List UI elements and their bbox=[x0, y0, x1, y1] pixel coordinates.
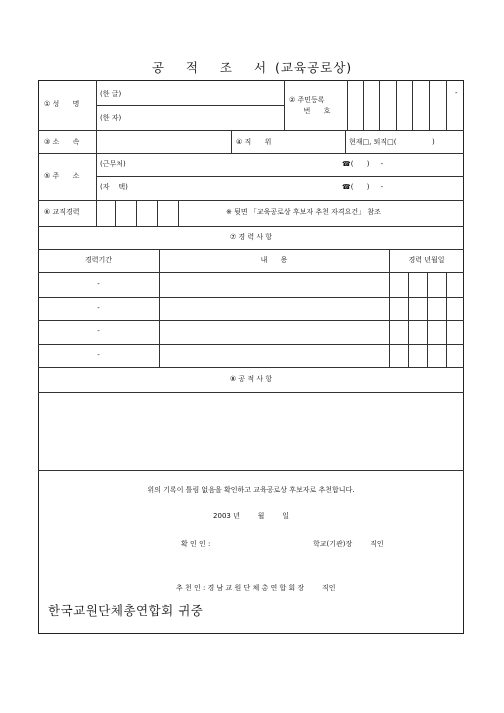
rule bbox=[429, 80, 430, 130]
school-head: 학교(기관)장 직인 bbox=[313, 540, 384, 548]
rule bbox=[379, 80, 380, 130]
career-row-dash[interactable]: - bbox=[97, 327, 100, 335]
rule bbox=[96, 105, 284, 106]
rule bbox=[284, 80, 285, 130]
rule bbox=[38, 320, 464, 321]
title-main: 공 적 조 서 bbox=[151, 60, 276, 75]
name-label: ① 성 명 bbox=[44, 100, 80, 108]
career-row-dash[interactable]: - bbox=[97, 280, 100, 288]
phone-work[interactable]: ☎( ) - bbox=[342, 160, 384, 168]
rule bbox=[38, 226, 464, 227]
rule bbox=[38, 297, 464, 298]
affil-label: ③ 소 속 bbox=[44, 138, 80, 146]
rule bbox=[231, 130, 232, 153]
rule bbox=[96, 176, 464, 177]
section8-title: ⑧ 공 적 사 항 bbox=[229, 375, 273, 383]
address-label: ⑤ 주 소 bbox=[44, 172, 80, 180]
rule bbox=[345, 130, 346, 153]
id-label-bottom: 번 호 bbox=[303, 107, 331, 115]
rule bbox=[396, 80, 397, 130]
section7-title: ⑦ 경 력 사 항 bbox=[229, 233, 273, 241]
rule bbox=[412, 80, 413, 130]
date-line: 2003 년 월 일 bbox=[213, 512, 289, 520]
rule bbox=[38, 470, 464, 471]
id-label-top: ② 주민등록 bbox=[289, 96, 325, 104]
career-note: ※ 뒷면 「교육공로상 후보자 추천 자격요건」 참조 bbox=[226, 208, 381, 216]
career-col-content: 내 용 bbox=[260, 256, 288, 264]
rule bbox=[389, 249, 390, 367]
statement: 위의 기록이 틀림 없음을 확인하고 교육공로상 후보자로 추천합니다. bbox=[147, 486, 355, 494]
rule bbox=[347, 80, 348, 130]
name-hangul-field[interactable]: (한 글) bbox=[100, 90, 122, 98]
rule bbox=[38, 367, 464, 368]
address-home-field[interactable]: (자 택) bbox=[100, 183, 128, 191]
career-row-dash[interactable]: - bbox=[97, 351, 100, 359]
rule bbox=[115, 200, 116, 226]
career-col-period: 경력기간 bbox=[84, 256, 113, 264]
rule bbox=[136, 200, 137, 226]
career-row-dash[interactable]: - bbox=[97, 304, 100, 312]
name-hanja-field[interactable]: (한 자) bbox=[100, 114, 122, 122]
rule bbox=[38, 272, 464, 273]
rule bbox=[446, 80, 447, 130]
rule bbox=[38, 344, 464, 345]
id-dash: - bbox=[455, 89, 458, 97]
rule bbox=[363, 80, 364, 130]
position-label: ④ 직 위 bbox=[236, 138, 272, 146]
rule bbox=[96, 80, 97, 226]
rule bbox=[38, 153, 464, 154]
addressee: 한국교원단체총연합회 귀중 bbox=[48, 603, 204, 618]
rule bbox=[178, 200, 179, 226]
status-field[interactable]: 현재□, 퇴직□( ) bbox=[349, 138, 435, 146]
document-title bbox=[0, 58, 504, 76]
rule bbox=[408, 272, 409, 367]
rule bbox=[38, 130, 464, 131]
recommender: 추 천 인 : 경 남 교 원 단 체 총 연 합 회 장 직인 bbox=[176, 584, 336, 592]
rule bbox=[427, 272, 428, 367]
title-sub: (교육공로상) bbox=[275, 60, 353, 75]
merit-content-area[interactable] bbox=[39, 393, 463, 469]
rule bbox=[157, 200, 158, 226]
career-label: ⑥ 교직경력 bbox=[44, 208, 80, 216]
career-col-date: 경력 년월일 bbox=[408, 256, 445, 264]
phone-home[interactable]: ☎( ) - bbox=[342, 183, 384, 191]
address-work-field[interactable]: (근무처) bbox=[100, 160, 126, 168]
rule bbox=[38, 200, 464, 201]
rule bbox=[38, 249, 464, 250]
rule bbox=[159, 249, 160, 367]
rule bbox=[446, 272, 447, 367]
confirm-label: 확 인 인 : bbox=[181, 540, 211, 548]
